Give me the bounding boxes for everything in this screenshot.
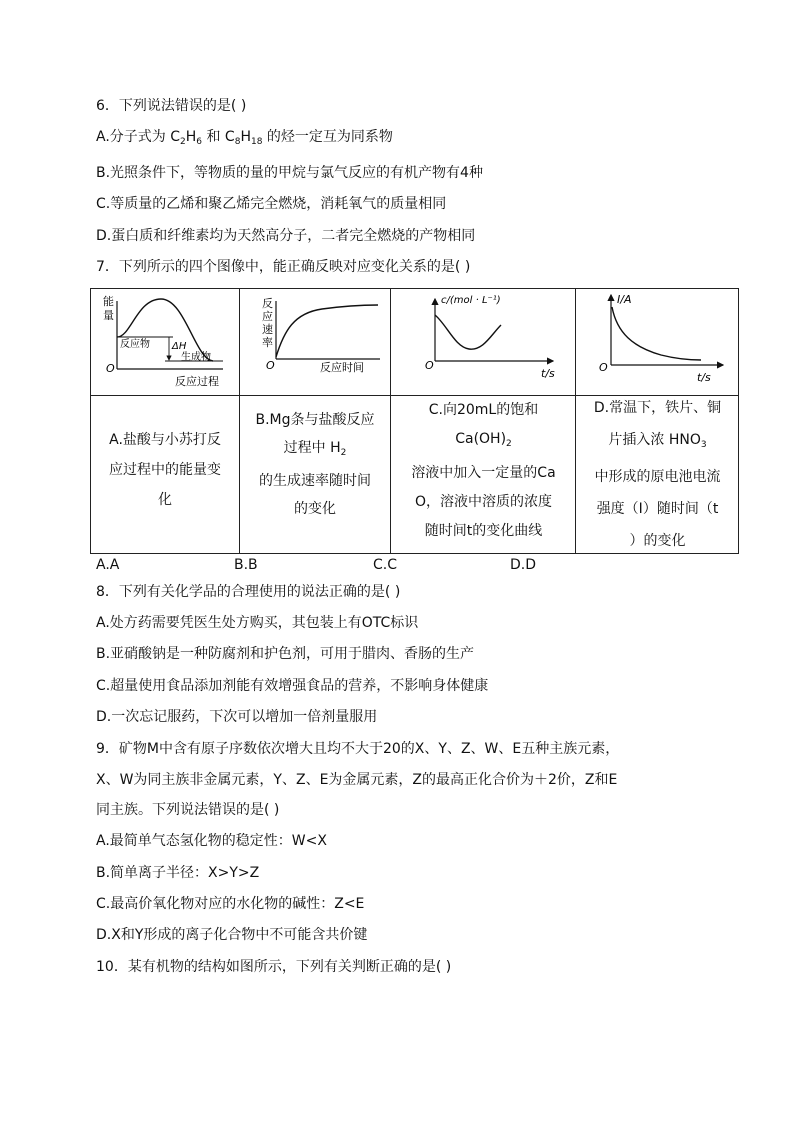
- q9-option-a: A.最简单气态氢化物的稳定性：W<X: [96, 833, 327, 849]
- q7-choice-b: B.B: [234, 557, 258, 573]
- q9-option-d: D.X和Y形成的离子化合物中不可能含共价键: [96, 927, 368, 943]
- graph-b-ylabel-1: 反: [262, 297, 273, 310]
- graph-b-ylabel-4: 率: [262, 336, 273, 349]
- graph-b-xlabel: 反应时间: [320, 361, 364, 374]
- q9-stem-line-1: 9．矿物M中含有原子序数依次增大且均不大于20的X、Y、Z、W、E五种主族元素，: [96, 741, 620, 757]
- graph-a-reactant-label: 反应物: [120, 339, 150, 350]
- q8-option-a: A.处方药需要凭医生处方购买，其包装上有OTC标识: [96, 615, 419, 631]
- graph-d-ylabel: I/A: [617, 293, 632, 306]
- q10-stem: 10．某有机物的结构如图所示，下列有关判断正确的是( ): [96, 959, 452, 975]
- graph-a-product-label: 生成物: [181, 352, 211, 363]
- q9-option-c: C.最高价氧化物对应的水化物的碱性：Z<E: [96, 896, 365, 912]
- graph-b-rate-curve: [276, 305, 378, 357]
- graph-d-origin: O: [599, 361, 608, 374]
- graph-c-ylabel: c/(mol · L⁻¹): [441, 295, 501, 306]
- q7-graph-c: [391, 289, 576, 395]
- graph-d-current-curve: [612, 307, 701, 360]
- q7-graph-b: [240, 289, 390, 395]
- q6-option-b: B.光照条件下，等物质的量的甲烷与氯气反应的有机产物有4种: [96, 165, 483, 181]
- q6-option-d: D.蛋白质和纤维素均为天然高分子，二者完全燃烧的产物相同: [96, 228, 476, 244]
- q7-desc-c: C.向20mL的饱和 $Ca(OH)_2$ 溶液中加入一定量的Ca O，溶液中溶质的浓度 随时间t的变化曲线: [411, 402, 556, 539]
- q9-stem-line-2: X、W为同主族非金属元素，Y、Z、E为金属元素，Z的最高正化合价为＋2价，Z和E: [96, 772, 618, 788]
- graph-a-dh-label: ΔH: [172, 341, 187, 352]
- graph-a-ylabel-2: 量: [103, 309, 114, 322]
- q9-stem-line-3: 同主族。下列说法错误的是( ): [96, 802, 280, 818]
- q7-choice-a: A.A: [96, 557, 120, 573]
- q6-option-c: C.等质量的乙烯和聚乙烯完全燃烧，消耗氧气的质量相同: [96, 196, 447, 212]
- graph-c-concentration-curve: [435, 315, 501, 349]
- q7-choice-d: D.D: [510, 557, 537, 573]
- graph-a-origin: O: [106, 362, 115, 375]
- q8-option-c: C.超量使用食品添加剂能有效增强食品的营养，不影响身体健康: [96, 678, 489, 694]
- q7-graph-a: [91, 289, 239, 395]
- q7-desc-b: B.Mg条与盐酸反应 过程中 $H_2$ 的生成速率随时间 的变化: [255, 412, 375, 517]
- q8-stem: 8．下列有关化学品的合理使用的说法正确的是( ): [96, 584, 401, 600]
- q9-option-b: B.简单离子半径：X>Y>Z: [96, 865, 260, 881]
- q7-desc-a: A.盐酸与小苏打反 应过程中的能量变 化: [109, 432, 221, 508]
- graph-a-ylabel-1: 能: [103, 295, 114, 308]
- q8-option-d: D.一次忘记服药，下次可以增加一倍剂量服用: [96, 709, 378, 725]
- q8-option-b: B.亚硝酸钠是一种防腐剂和护色剂，可用于腊肉、香肠的生产: [96, 646, 475, 662]
- q7-stem: 7．下列所示的四个图像中，能正确反映对应变化关系的是( ): [96, 259, 471, 275]
- q7-desc-d: D.常温下，铁片、铜 片插入浓 $HNO_3$ 中形成的原电池电流 强度（I）随时间（t ）的变化: [593, 400, 722, 549]
- graph-c-xlabel: t/s: [541, 367, 555, 380]
- graph-b-ylabel-2: 应: [262, 310, 273, 323]
- graph-a-xlabel: 反应过程: [175, 375, 219, 388]
- q6-stem: 6．下列说法错误的是( ): [96, 98, 247, 114]
- graph-b-ylabel-3: 速: [262, 323, 273, 336]
- graph-d-xlabel: t/s: [697, 371, 711, 384]
- q6-option-a: A.分子式为 $C_2H_6$ 和 $C_8H_{18}$ 的烃一定互为同系物: [96, 129, 393, 147]
- q7-choice-c: C.C: [373, 557, 398, 573]
- graph-b-origin: O: [266, 359, 275, 372]
- q7-graph-d: [577, 289, 738, 395]
- graph-c-origin: O: [425, 359, 434, 372]
